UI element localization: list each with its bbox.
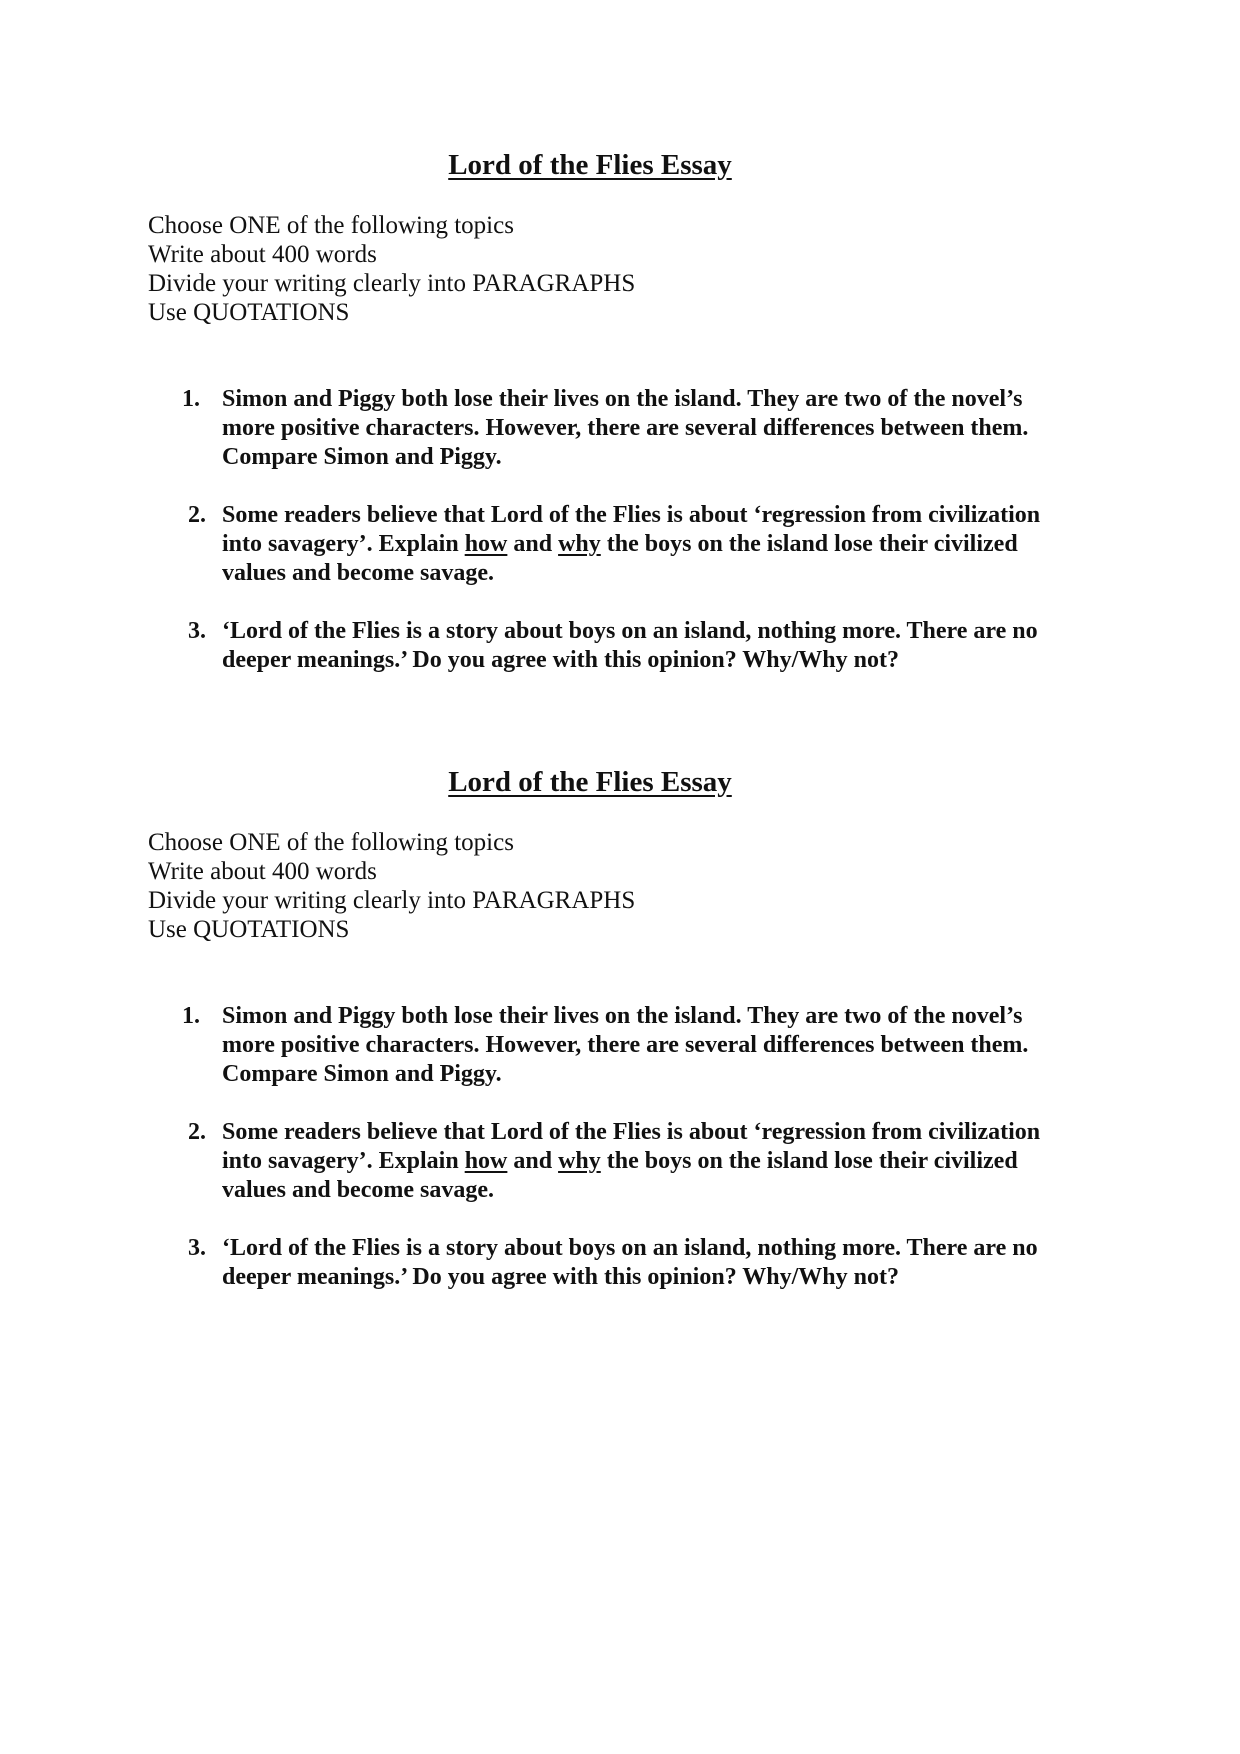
- underlined-how: how: [464, 531, 508, 557]
- instruction-line: Divide your writing clearly into PARAGRAPHS: [148, 887, 636, 914]
- topic-number: 1.: [182, 386, 200, 412]
- essay-title: Lord of the Flies Essay: [448, 766, 732, 798]
- topic-text-line: ‘Lord of the Flies is a story about boys on an island, nothing more. There are no: [222, 1235, 1038, 1261]
- instruction-line: Write about 400 words: [148, 858, 377, 885]
- topic-text-line: values and become savage.: [222, 1177, 494, 1203]
- topic-text-line: Simon and Piggy both lose their lives on the island. They are two of the novel’s: [222, 386, 1023, 412]
- underlined-why: why: [558, 1148, 601, 1174]
- instructions-list: [148, 828, 635, 944]
- topic-text-line: deeper meanings.’ Do you agree with this opinion? Why/Why not?: [222, 1264, 899, 1290]
- topic-text-line: more positive characters. However, there are several differences between them.: [222, 1032, 1029, 1058]
- essay-title: Lord of the Flies Essay: [448, 149, 732, 181]
- topic-item-2: [0, 501, 1240, 588]
- topic-text-line: Some readers believe that Lord of the Flies is about ‘regression from civilization: [222, 1119, 1041, 1145]
- topic-text-fragment: into savagery’. Explain: [222, 1148, 465, 1174]
- instruction-line: Use QUOTATIONS: [148, 299, 350, 326]
- topic-text-fragment: into savagery’. Explain: [222, 531, 465, 557]
- topic-number: 2.: [188, 502, 206, 528]
- topic-text-fragment: and: [507, 1148, 559, 1174]
- topic-text-line: [222, 1147, 1240, 1176]
- instruction-line: Write about 400 words: [148, 241, 377, 268]
- topic-text-fragment: the boys on the island lose their civilized: [600, 1148, 1018, 1174]
- topics-list: [0, 1002, 1240, 1321]
- topics-list: [0, 385, 1240, 704]
- topic-number: 3.: [188, 618, 206, 644]
- topic-text-line: [222, 530, 1240, 559]
- topic-number: 3.: [188, 1235, 206, 1261]
- instructions-list: [148, 211, 635, 327]
- topic-text-fragment: the boys on the island lose their civilized: [600, 531, 1018, 557]
- topic-text-line: Compare Simon and Piggy.: [222, 444, 502, 470]
- topic-text-line: Simon and Piggy both lose their lives on the island. They are two of the novel’s: [222, 1003, 1023, 1029]
- topic-text-line: ‘Lord of the Flies is a story about boys on an island, nothing more. There are no: [222, 618, 1038, 644]
- topic-text-fragment: and: [507, 531, 559, 557]
- topic-item-2: [0, 1118, 1240, 1205]
- topic-number: 1.: [182, 1003, 200, 1029]
- topic-item-1: [0, 1002, 1240, 1089]
- topic-item-1: [0, 385, 1240, 472]
- topic-text-line: more positive characters. However, there are several differences between them.: [222, 415, 1029, 441]
- topic-text-line: values and become savage.: [222, 560, 494, 586]
- topic-item-3: [0, 1234, 1240, 1292]
- topic-text-line: Some readers believe that Lord of the Flies is about ‘regression from civilization: [222, 502, 1041, 528]
- topic-text-line: Compare Simon and Piggy.: [222, 1061, 502, 1087]
- underlined-how: how: [464, 1148, 508, 1174]
- instruction-line: Choose ONE of the following topics: [148, 829, 514, 856]
- topic-text-line: deeper meanings.’ Do you agree with this opinion? Why/Why not?: [222, 647, 899, 673]
- instruction-line: Choose ONE of the following topics: [148, 212, 514, 239]
- topic-item-3: [0, 617, 1240, 675]
- instruction-line: Divide your writing clearly into PARAGRAPHS: [148, 270, 636, 297]
- underlined-why: why: [558, 531, 601, 557]
- instruction-line: Use QUOTATIONS: [148, 916, 350, 943]
- topic-number: 2.: [188, 1119, 206, 1145]
